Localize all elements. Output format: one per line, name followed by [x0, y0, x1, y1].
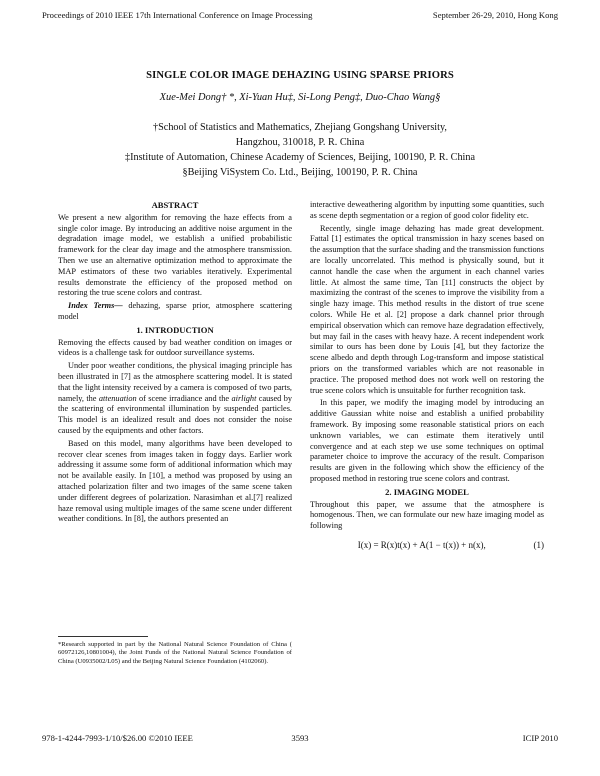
footnote [58, 636, 292, 666]
body-paragraph: In this paper, we modify the imaging model by introducing an additive Gaussian white noise and establish a unified probability framework. By imposing some reasonable statistical priors on each unknown variables, we can estimate them iteratively until convergence and at each step we use some techniques on optimal parameter choice to improve the accuracy of the result. Comparison results are given in the following which show the efficiency of the proposed method in restoring true scene colors and contrast. [310, 398, 544, 483]
right-column [310, 200, 544, 551]
header-dates: September 26-29, 2010, Hong Kong [432, 10, 558, 20]
header-proceedings: Proceedings of 2010 IEEE 17th International Conference on Image Processing [42, 10, 313, 20]
equation-1 [310, 540, 544, 551]
intro-paragraph: Removing the effects caused by bad weather condition on images or videos is a challenge task for outdoor surveillance systems. [58, 337, 292, 358]
footer-venue: ICIP 2010 [522, 733, 558, 743]
footer-isbn: 978-1-4244-7993-1/10/$26.00 ©2010 IEEE [42, 733, 193, 743]
intro-text: Under poor weather conditions, the physical imaging principle has been illustrated in [7] as the atmosphere scattering model. It is stated that the light intensity received by a camera is composed of two parts, namely, the [58, 361, 292, 403]
left-column [58, 200, 292, 527]
index-terms [58, 301, 292, 323]
index-terms-text: dehazing, sparse prior, atmosphere scattering model [58, 301, 293, 321]
footnote-text: *Research supported in part by the National Natural Science Foundation of China ( 60972126,10801004), the Joint Funds of the National Natural Science Foundation of China (U0935002/L05) and the Beijing Natural Science Foundation (4102060). [58, 641, 292, 665]
imaging-model-heading: 2. IMAGING MODEL [385, 486, 469, 497]
footnote-rule [58, 636, 148, 637]
intro-paragraph [58, 361, 292, 437]
page-number: 3593 [291, 733, 309, 743]
intro-heading: 1. INTRODUCTION [136, 324, 214, 335]
equation-formula: I(x) = R(x)t(x) + A(1 − t(x)) + n(x), [357, 539, 486, 550]
affiliation-line: Hangzhou, 310018, P. R. China [235, 137, 365, 148]
attenuation-term: attenuation [98, 393, 137, 403]
affiliation-line: †School of Statistics and Mathematics, Zhejiang Gongshang University, [153, 122, 447, 133]
intro-text: of scene irradiance and the [136, 393, 232, 403]
airlight-term: airlight [231, 393, 257, 403]
abstract-heading: ABSTRACT [151, 200, 199, 210]
intro-text: caused by the scattering of environmental illumination by suspended particles. This model is an idealized result and does not consider the noise caused by the equipments and other factors. [58, 393, 292, 435]
index-terms-label: Index Terms— [68, 301, 123, 311]
author-list: Xue-Mei Dong† *, Xi-Yuan Hu‡, Si-Long Peng‡, Duo-Chao Wang§ [159, 92, 441, 103]
body-paragraph: Recently, single image dehazing has made great development. Fattal [1] estimates the optical transmission in hazy scenes based on the assumption that the surface shading and the transmission functions are locally uncorrelated. This method is physically sound, but it cannot handle the case when the argument in each channel varies little. At almost the same time, Tan [11] constructs the object by maximizing the contrast of the scenes to improve the visibility from a single hazy image. This method results in the distort of true scene colors. While He et al. [2] propose a dark channel prior through empirical observation which can remove haze degradation effectively, but may fail in the cases with heavy haze. A recent independent work similar to ours has been done by Louis [4], but they factorize the scene albedo and depth through Log-transform and impose statistical priors on the transformed variables which are not reasonable in practice. The proposed method does not work well on restoring the true scene colors which is unsuitable for further recognition task. [310, 223, 544, 395]
affiliation-line: §Beijing ViSystem Co. Ltd., Beijing, 100190, P. R. China [182, 167, 418, 178]
body-paragraph: interactive deweathering algorithm by inputting some quantities, such as scene depth segmentation or a region of good color fidelity etc. [310, 200, 544, 220]
body-paragraph: Throughout this paper, we assume that the atmosphere is homogenous. Then, we can formulate our new haze imaging model as following [310, 499, 544, 531]
affiliations [0, 120, 600, 180]
abstract-text: We present a new algorithm for removing the haze effects from a single color image. By introducing an additive noise argument in the degradation image model, we establish a unified probabilistic framework for the clear day image and the atmosphere transmission. Then we use an alternative optimization method to approximate the MAP estimators of these two variables iteratively. Experimental results demonstrate the efficiency of the proposed method on restoring the true scene colors and contrast. [58, 212, 292, 298]
affiliation-line: ‡Institute of Automation, Chinese Academy of Sciences, Beijing, 100190, P. R. China [124, 152, 475, 163]
intro-paragraph: Based on this model, many algorithms have been developed to recover clear scenes from images taken in foggy days. Earlier work addressing it assume some form of additional information which may not be available easily. In [10], a method was proposed by using an attached polarization filter and two images of the same scene taken under different degrees of polarization. Narasimhan et al.[7] realized haze removal using multiple images of the same scene under different weather conditions. In [8], the authors presented an [58, 438, 292, 524]
paper-title: SINGLE COLOR IMAGE DEHAZING USING SPARSE PRIORS [146, 70, 454, 81]
equation-number: (1) [533, 539, 544, 550]
